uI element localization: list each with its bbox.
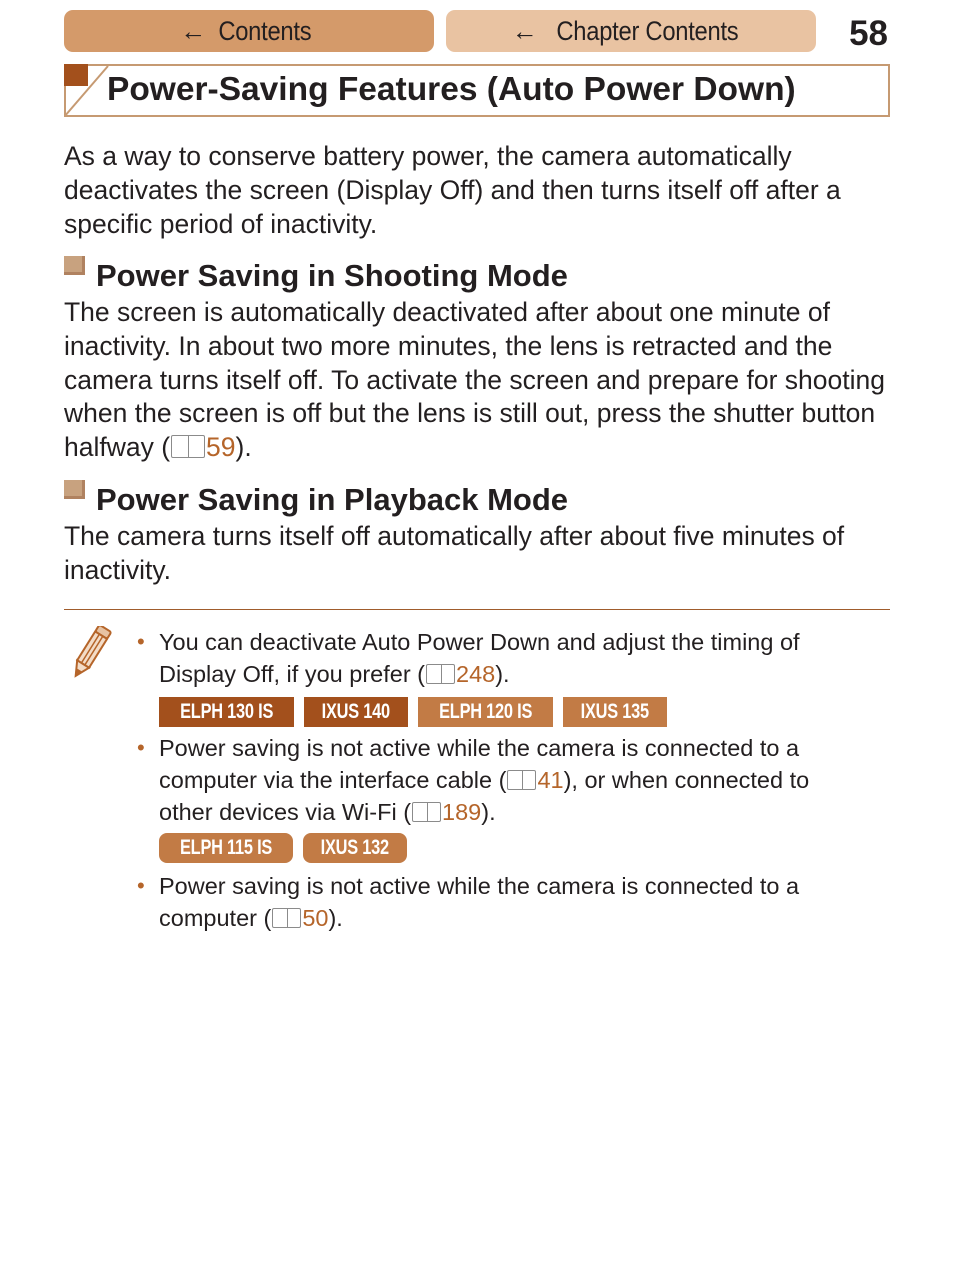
- note-text-part: You can deactivate Auto Power Down and adjust the timing of Display Off, if you prefer (: [159, 629, 800, 687]
- model-badge-row: [159, 697, 667, 727]
- section-square-icon: [64, 480, 85, 499]
- note-text-end: ).: [328, 905, 343, 931]
- model-badge: ELPH 120 IS: [418, 697, 553, 727]
- page-number: 58: [849, 14, 888, 53]
- note-item: [137, 732, 857, 828]
- note-text-part: ), or when connected to other devices via Wi-Fi (: [159, 767, 810, 825]
- book-icon: [426, 664, 455, 684]
- shooting-mode-paragraph: [64, 296, 894, 465]
- note-text-end: ).: [481, 799, 496, 825]
- chapter-contents-button[interactable]: [446, 10, 816, 52]
- bullet-dot: •: [137, 735, 145, 760]
- note-text: [137, 626, 857, 690]
- chapter-contents-label: Chapter Contents: [555, 15, 738, 46]
- page-title: Power-Saving Features (Auto Power Down): [107, 71, 796, 108]
- shooting-mode-heading: Power Saving in Shooting Mode: [96, 258, 568, 293]
- book-icon: [272, 908, 301, 928]
- note-text-part: Power saving is not active while the camera is connected to a computer (: [159, 873, 800, 931]
- note-text-end: ).: [495, 661, 510, 687]
- contents-label: Contents: [218, 15, 312, 46]
- bullet-dot: •: [137, 629, 145, 654]
- note-item: [137, 870, 857, 934]
- page-link-41[interactable]: 41: [537, 767, 564, 793]
- model-badge: IXUS 132: [303, 833, 407, 863]
- pencil-icon: [66, 626, 114, 680]
- playback-mode-paragraph: The camera turns itself off automatically after about five minutes of inactivity.: [64, 521, 845, 585]
- note-text-part: Power saving is not active while the camera is connected to a computer via the interface cable (: [159, 735, 800, 793]
- contents-button[interactable]: [64, 10, 434, 52]
- note-text: [137, 732, 857, 828]
- arrow-left-icon: ←: [511, 15, 538, 46]
- page-link-248[interactable]: 248: [456, 661, 496, 687]
- title-square-icon: [64, 64, 88, 86]
- playback-mode-heading: Power Saving in Playback Mode: [96, 482, 569, 517]
- shooting-mode-text: The screen is automatically deactivated after about one minute of inactivity. In about two more minutes, the lens is retracted and the camera turns itself off. To activate the screen and prepare for shooting when the screen is off but the lens is still out, press the shutter button halfway (: [64, 297, 885, 463]
- model-badge: IXUS 140: [304, 697, 408, 727]
- page-link-59[interactable]: 59: [206, 432, 236, 463]
- intro-paragraph: As a way to conserve battery power, the camera automatically deactivates the screen (Display Off) and then turns itself off after a specific period of inactivity.: [64, 141, 841, 239]
- model-badge-row: [159, 833, 407, 863]
- book-icon: [171, 435, 205, 458]
- note-text: [137, 870, 857, 934]
- model-badge: ELPH 115 IS: [159, 833, 293, 863]
- shooting-mode-text-end: ).: [235, 432, 252, 463]
- arrow-left-icon: ←: [180, 15, 207, 46]
- note-item: [137, 626, 857, 690]
- model-badge: ELPH 130 IS: [159, 697, 294, 727]
- page-link-189[interactable]: 189: [442, 799, 482, 825]
- divider: [64, 609, 890, 610]
- page-link-50[interactable]: 50: [302, 905, 329, 931]
- section-square-icon: [64, 256, 85, 275]
- book-icon: [412, 802, 441, 822]
- model-badge: IXUS 135: [563, 697, 667, 727]
- book-icon: [507, 770, 536, 790]
- bullet-dot: •: [137, 873, 145, 898]
